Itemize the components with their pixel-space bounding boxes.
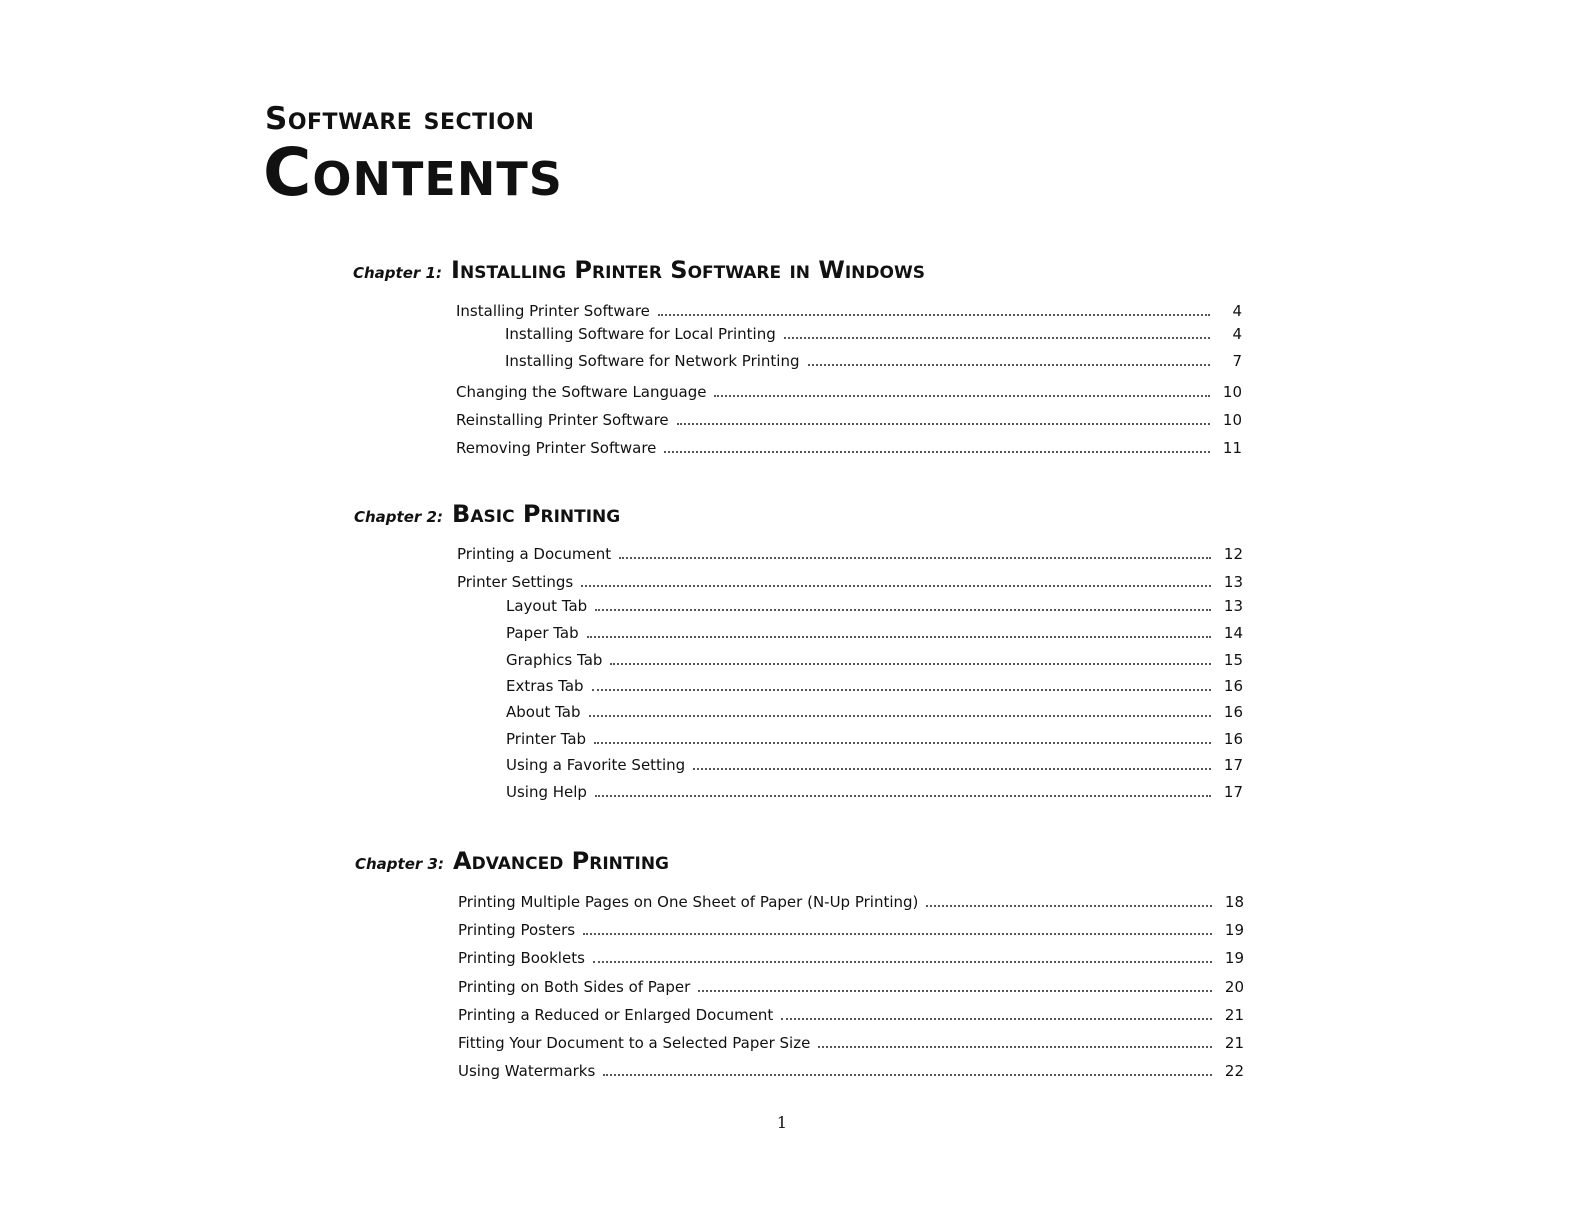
toc-entry-text: Using Help	[506, 783, 587, 801]
toc-entry[interactable]	[506, 597, 1243, 615]
chapter-label: Chapter 2:	[354, 508, 443, 526]
dot-leader	[784, 319, 1210, 339]
toc-page-number: 14	[1223, 624, 1243, 642]
page-title: Contents	[263, 134, 563, 211]
dot-leader	[589, 697, 1211, 717]
dot-leader	[619, 539, 1211, 559]
chapter-heading	[354, 500, 620, 528]
toc-entry[interactable]	[456, 411, 1242, 429]
toc-page-number: 21	[1224, 1034, 1244, 1052]
toc-entry[interactable]	[456, 383, 1242, 401]
toc-entry[interactable]	[456, 302, 1242, 320]
toc-page-number: 17	[1223, 783, 1243, 801]
toc-page-number: 22	[1224, 1062, 1244, 1080]
dot-leader	[808, 346, 1211, 366]
toc-entry-text: Fitting Your Document to a Selected Paper Size	[458, 1034, 811, 1052]
toc-entry[interactable]	[506, 756, 1243, 774]
chapter-title: Advanced Printing	[453, 847, 670, 875]
chapter-title: Basic Printing	[452, 500, 621, 528]
toc-entry-text: Graphics Tab	[506, 651, 603, 669]
dot-leader	[926, 887, 1212, 907]
chapter-label: Chapter 1:	[353, 264, 442, 282]
toc-entry-text: Reinstalling Printer Software	[456, 411, 669, 429]
toc-entry-text: Installing Printer Software	[456, 302, 650, 320]
dot-leader	[592, 671, 1211, 691]
toc-entry[interactable]	[458, 921, 1244, 939]
dot-leader	[677, 405, 1210, 425]
toc-entry-text: Printer Settings	[457, 573, 574, 591]
toc-page-number: 21	[1224, 1006, 1244, 1024]
toc-entry[interactable]	[506, 783, 1243, 801]
toc-page-number: 12	[1223, 545, 1243, 563]
toc-entry[interactable]	[505, 325, 1242, 343]
dot-leader	[714, 377, 1210, 397]
chapter-label: Chapter 3:	[355, 855, 444, 873]
toc-entry[interactable]	[458, 1006, 1244, 1024]
toc-entry[interactable]	[457, 573, 1243, 591]
toc-entry[interactable]	[506, 730, 1243, 748]
toc-entry[interactable]	[456, 439, 1242, 457]
toc-entry-text: Using Watermarks	[458, 1062, 596, 1080]
toc-entry-text: Installing Software for Network Printing	[505, 352, 800, 370]
toc-entry[interactable]	[506, 677, 1243, 695]
toc-page-number: 4	[1232, 325, 1242, 343]
toc-entry-text: Changing the Software Language	[456, 383, 707, 401]
toc-entry[interactable]	[457, 545, 1243, 563]
page-number: 1	[776, 1113, 788, 1132]
toc-page-number: 17	[1223, 756, 1243, 774]
chapter-heading	[353, 256, 925, 284]
chapter-heading	[355, 847, 669, 875]
toc-entry-text: Printing Multiple Pages on One Sheet of Paper (N-Up Printing)	[458, 893, 919, 911]
dot-leader	[595, 777, 1211, 797]
toc-page-number: 20	[1224, 978, 1244, 996]
toc-entry-text: Printing Booklets	[458, 949, 585, 967]
chapter-title: Installing Printer Software in Windows	[451, 256, 925, 284]
dot-leader	[593, 943, 1212, 963]
toc-entry[interactable]	[458, 978, 1244, 996]
toc-page-number: 16	[1223, 730, 1243, 748]
toc-entry-text: Printer Tab	[506, 730, 587, 748]
toc-entry[interactable]	[458, 1034, 1244, 1052]
dot-leader	[595, 591, 1211, 611]
toc-page-number: 19	[1224, 949, 1244, 967]
toc-page-number: 16	[1223, 677, 1243, 695]
toc-entry[interactable]	[506, 651, 1243, 669]
toc-entry-text: Installing Software for Local Printing	[505, 325, 776, 343]
toc-entry-text: Using a Favorite Setting	[506, 756, 686, 774]
dot-leader	[603, 1056, 1212, 1076]
toc-entry-text: Extras Tab	[506, 677, 584, 695]
toc-page-number: 11	[1222, 439, 1242, 457]
dot-leader	[818, 1028, 1212, 1048]
toc-page-number: 15	[1223, 651, 1243, 669]
dot-leader	[693, 750, 1211, 770]
toc-page-number: 18	[1224, 893, 1244, 911]
toc-entry[interactable]	[505, 352, 1242, 370]
toc-entry-text: Printing a Reduced or Enlarged Document	[458, 1006, 774, 1024]
dot-leader	[664, 433, 1210, 453]
toc-page-number: 10	[1222, 411, 1242, 429]
toc-entry-text: Printing on Both Sides of Paper	[458, 978, 691, 996]
toc-page-number: 19	[1224, 921, 1244, 939]
toc-entry-text: Removing Printer Software	[456, 439, 657, 457]
dot-leader	[698, 972, 1212, 992]
dot-leader	[658, 296, 1210, 316]
dot-leader	[581, 567, 1211, 587]
toc-entry-text: Layout Tab	[506, 597, 588, 615]
dot-leader	[594, 724, 1211, 744]
toc-page-number: 16	[1223, 703, 1243, 721]
toc-entry-text: Printing Posters	[458, 921, 576, 939]
toc-page-number: 7	[1232, 352, 1242, 370]
toc-page-number: 10	[1222, 383, 1242, 401]
toc-entry-text: Paper Tab	[506, 624, 579, 642]
toc-entry[interactable]	[458, 949, 1244, 967]
toc-entry[interactable]	[458, 1062, 1244, 1080]
toc-page-number: 13	[1223, 573, 1243, 591]
toc-page-number: 13	[1223, 597, 1243, 615]
toc-entry[interactable]	[506, 703, 1243, 721]
toc-entry-text: Printing a Document	[457, 545, 612, 563]
dot-leader	[587, 618, 1211, 638]
dot-leader	[781, 1000, 1212, 1020]
dot-leader	[610, 645, 1211, 665]
toc-entry[interactable]	[458, 893, 1244, 911]
toc-page-number: 4	[1232, 302, 1242, 320]
toc-entry-text: About Tab	[506, 703, 581, 721]
dot-leader	[583, 915, 1212, 935]
toc-entry[interactable]	[506, 624, 1243, 642]
section-title: Software section	[265, 101, 535, 137]
